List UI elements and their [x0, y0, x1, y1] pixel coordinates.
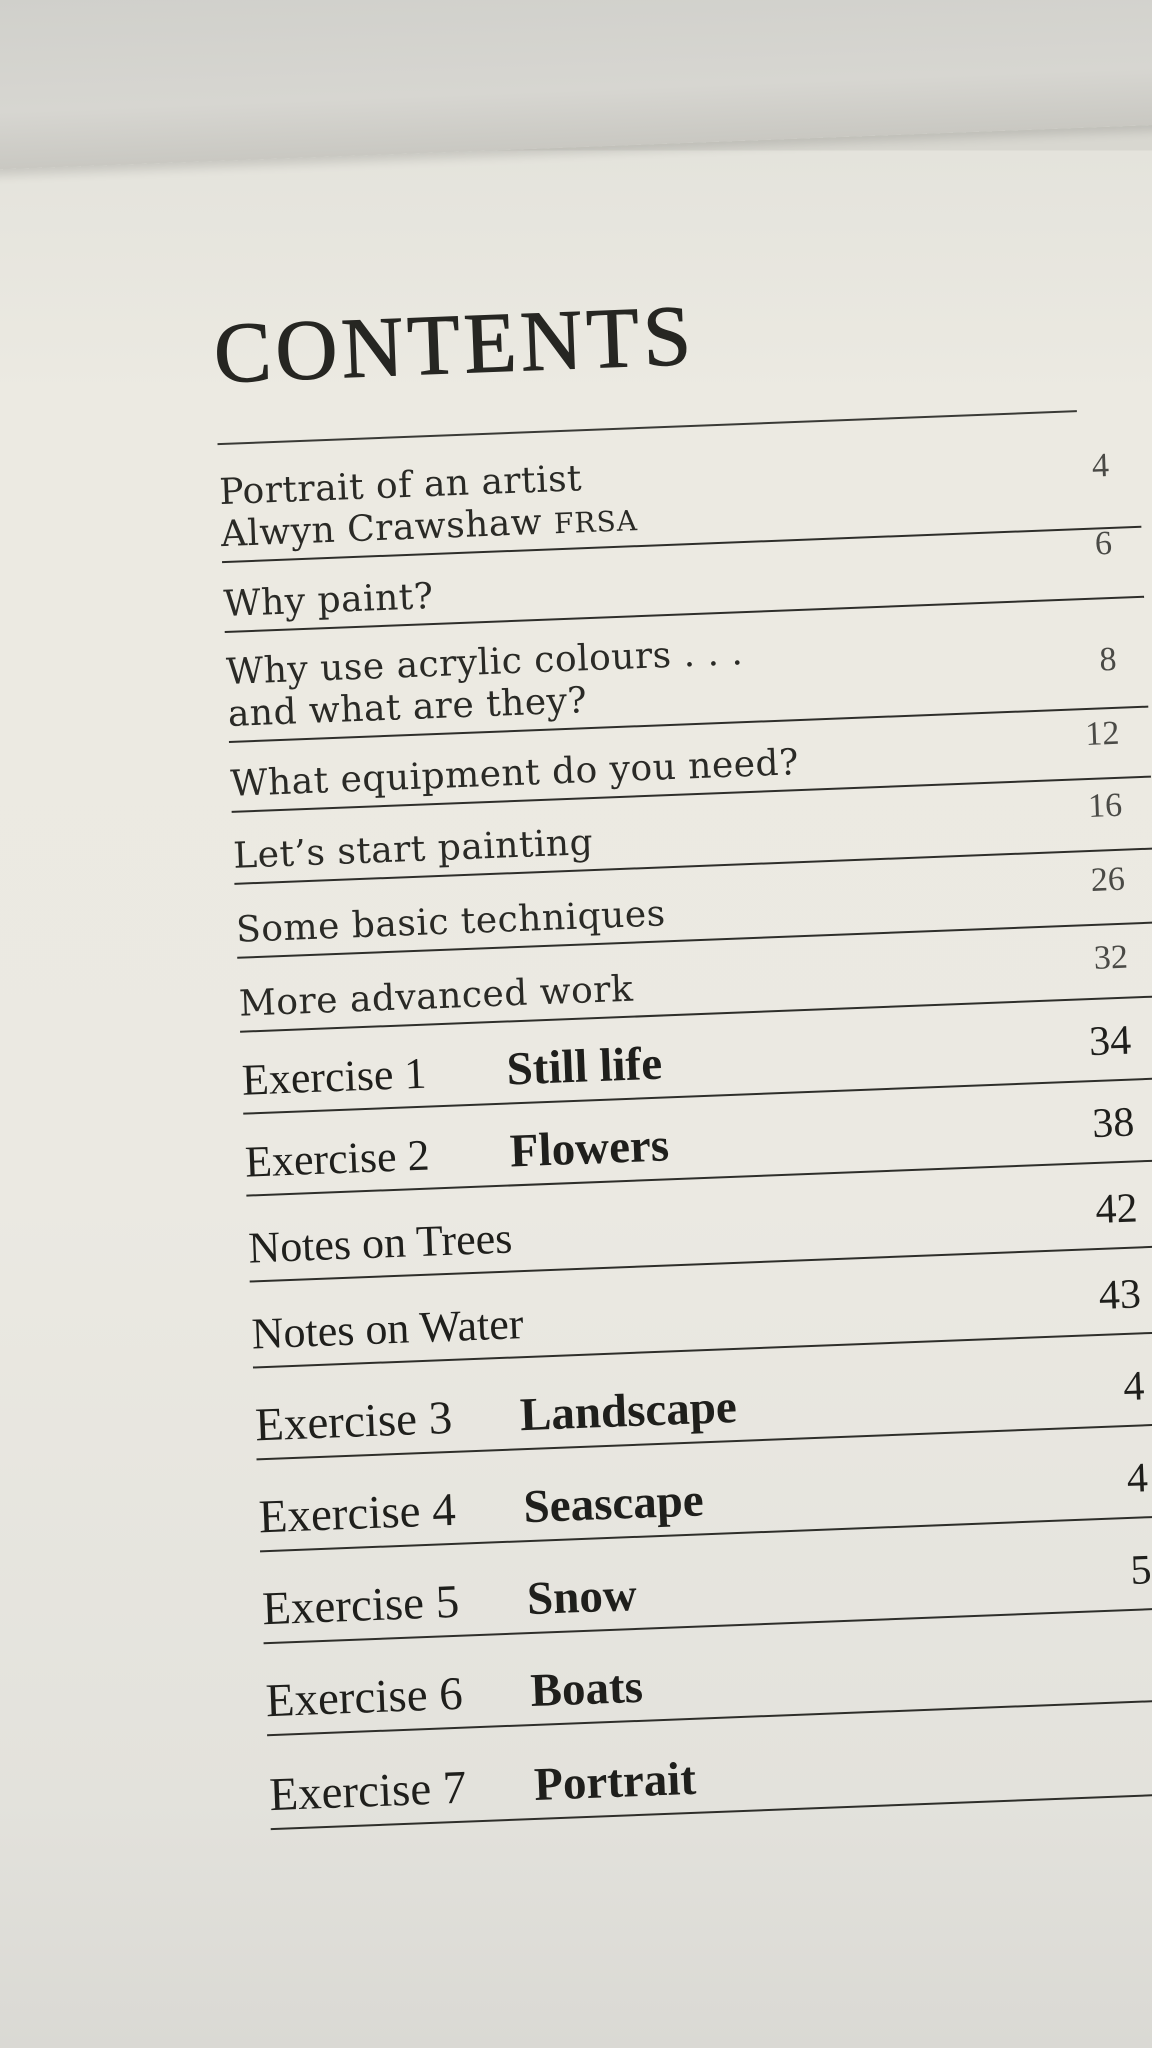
- exercise-label: Exercise 1: [241, 1048, 428, 1105]
- contents-list: [140, 208, 1152, 1849]
- page-number: 43: [1097, 1271, 1142, 1319]
- page-number: 5: [1129, 1547, 1152, 1594]
- entry-title: [226, 632, 746, 735]
- entry-title: [241, 1037, 663, 1107]
- entry-title: Notes on Trees: [247, 1213, 514, 1273]
- exercise-title: Snow: [526, 1568, 638, 1626]
- page-number: 26: [1090, 860, 1126, 899]
- entry-title: [219, 456, 639, 555]
- entry-title: Notes on Water: [250, 1299, 525, 1359]
- entry-title: More advanced work: [238, 968, 634, 1025]
- page-number: 42: [1094, 1185, 1139, 1234]
- entry-title: Why paint?: [222, 575, 435, 625]
- exercise-label: Exercise 6: [264, 1667, 464, 1728]
- exercise-title: Portrait: [533, 1752, 697, 1811]
- page-number: 38: [1091, 1099, 1136, 1148]
- page-number: 4: [1091, 446, 1110, 485]
- entry-title-line: Alwyn Crawshaw: [220, 501, 543, 555]
- page-number: 12: [1084, 714, 1120, 754]
- entry-title: [258, 1473, 705, 1544]
- entry-title-line: and what are they?: [227, 679, 588, 735]
- overlapping-page: [0, 0, 1152, 170]
- entry-title: [261, 1568, 638, 1636]
- entry-title: Let’s start painting: [232, 821, 594, 877]
- exercise-title: Still life: [505, 1037, 663, 1096]
- exercise-label: Exercise 3: [254, 1391, 454, 1452]
- exercise-label: Exercise 7: [268, 1761, 468, 1822]
- page-title: CONTENTS: [212, 286, 697, 402]
- page-number: 16: [1087, 786, 1123, 826]
- page-number: 8: [1098, 640, 1118, 679]
- exercise-label: Exercise 5: [261, 1575, 461, 1636]
- page-number: 4: [1122, 1363, 1146, 1411]
- page-number: 32: [1093, 938, 1129, 977]
- exercise-title: Boats: [529, 1660, 644, 1718]
- exercise-title: Flowers: [508, 1119, 670, 1178]
- exercise-title: Seascape: [522, 1474, 705, 1534]
- entry-title: [268, 1752, 697, 1822]
- entry-title: [254, 1380, 738, 1453]
- entry-title-suffix: FRSA: [553, 503, 639, 540]
- entry-title: [265, 1660, 644, 1728]
- entry-title: [244, 1118, 670, 1188]
- entry-title: Some basic techniques: [235, 892, 667, 951]
- page-number: 34: [1088, 1017, 1132, 1066]
- entry-title-line: Why use acrylic colours . . .: [225, 632, 744, 694]
- page-number: 6: [1094, 524, 1113, 563]
- entry-title: What equipment do you need?: [229, 741, 800, 805]
- exercise-label: Exercise 4: [257, 1483, 457, 1544]
- page-number: 4: [1126, 1455, 1149, 1503]
- exercise-title: Landscape: [519, 1380, 738, 1442]
- exercise-label: Exercise 2: [244, 1130, 431, 1187]
- entry-title-line: Portrait of an artist: [218, 458, 583, 514]
